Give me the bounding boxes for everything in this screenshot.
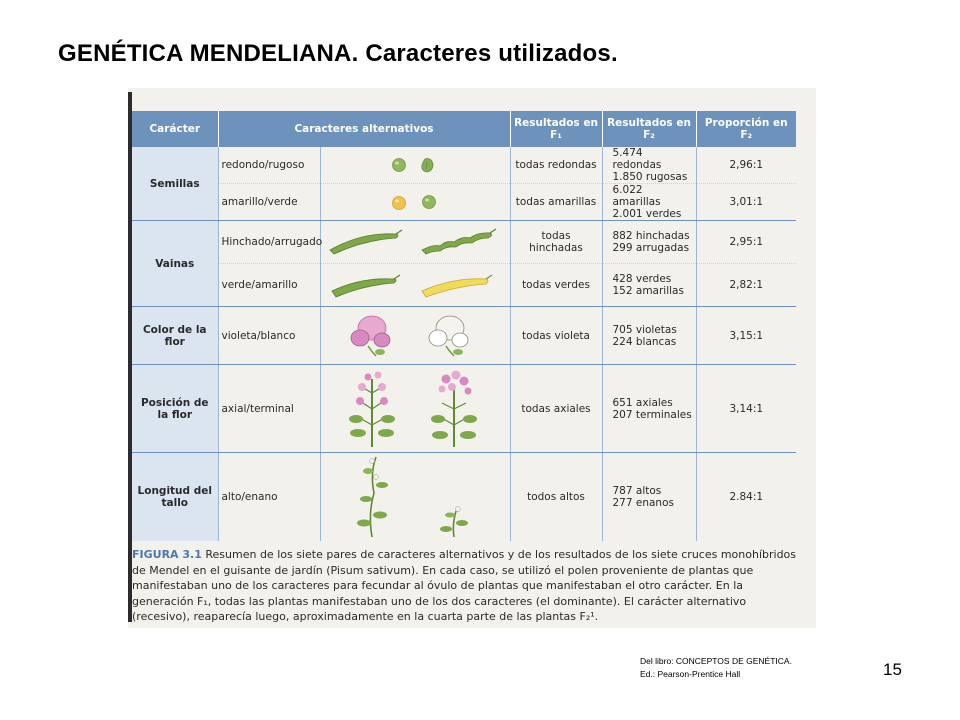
f1-result: todas violeta bbox=[510, 307, 602, 365]
f2-ratio: 3,14:1 bbox=[696, 365, 796, 453]
alt-traits: alto/enano bbox=[218, 453, 320, 541]
header-proporcion: Proporción en F₂ bbox=[696, 111, 796, 147]
f1-result: todas verdes bbox=[510, 264, 602, 307]
caption-label: FIGURA 3.1 bbox=[132, 548, 202, 561]
character-name: Longitud del tallo bbox=[132, 453, 218, 541]
f1-result: todas redondas bbox=[510, 147, 602, 184]
table-header-row bbox=[132, 111, 796, 147]
alt-traits: redondo/rugoso bbox=[218, 147, 320, 184]
table-row bbox=[132, 147, 796, 184]
stem-tall-dwarf-icon bbox=[320, 453, 510, 541]
f1-result: todas hinchadas bbox=[510, 221, 602, 264]
figure-caption bbox=[132, 547, 802, 625]
source-line-1: Del libro: CONCEPTOS DE GENÉTICA. bbox=[640, 656, 792, 666]
f2-result: 882 hinchadas 299 arrugadas bbox=[602, 221, 696, 264]
f2-ratio: 3,15:1 bbox=[696, 307, 796, 365]
mendel-characters-table bbox=[132, 111, 796, 541]
seed-yellow-green-icon bbox=[320, 184, 510, 221]
alt-traits: violeta/blanco bbox=[218, 307, 320, 365]
f2-ratio: 2,95:1 bbox=[696, 221, 796, 264]
flower-axial-terminal-icon bbox=[320, 365, 510, 453]
flower-violet-white-icon bbox=[320, 307, 510, 365]
header-alternativos: Caracteres alternativos bbox=[218, 111, 510, 147]
table-row bbox=[132, 221, 796, 264]
pod-inflated-constricted-icon bbox=[320, 221, 510, 264]
source-citation bbox=[640, 655, 792, 681]
header-f2: Resultados en F₂ bbox=[602, 111, 696, 147]
source-line-2: Ed.: Pearson-Prentice Hall bbox=[640, 669, 741, 679]
f2-ratio: 2,96:1 bbox=[696, 147, 796, 184]
f2-result: 428 verdes 152 amarillas bbox=[602, 264, 696, 307]
f2-result: 6.022 amarillas 2.001 verdes bbox=[602, 184, 696, 221]
alt-traits: axial/terminal bbox=[218, 365, 320, 453]
f1-result: todas axiales bbox=[510, 365, 602, 453]
table-row bbox=[132, 453, 796, 541]
f2-ratio: 2,82:1 bbox=[696, 264, 796, 307]
f1-result: todas amarillas bbox=[510, 184, 602, 221]
character-name: Posición de la flor bbox=[132, 365, 218, 453]
table-row bbox=[132, 184, 796, 221]
header-f1: Resultados en F₁ bbox=[510, 111, 602, 147]
f1-result: todos altos bbox=[510, 453, 602, 541]
caption-text: Resumen de los siete pares de caracteres alternativos y de los resultados de los siete cruces monohíbridos de Mendel en el guisante de jardín (Pisum sativum). En cada caso, se utilizó el polen proveniente de plantas que manifestaban uno de los caracteres para fecundar al óvulo de plantas que manifestaban el otro carácter. En la generación F₁, todas las plantas manifestaban uno de los dos caracteres (el dominante). El carácter alternativo (recesivo), reaparecía luego, aproximadamente en la cuarta parte de las plantas F₂¹. bbox=[132, 548, 797, 623]
table-row bbox=[132, 264, 796, 307]
seed-round-wrinkled-icon bbox=[320, 147, 510, 184]
alt-traits: amarillo/verde bbox=[218, 184, 320, 221]
character-name: Semillas bbox=[132, 147, 218, 221]
f2-result: 705 violetas 224 blancas bbox=[602, 307, 696, 365]
alt-traits: Hinchado/arrugado bbox=[218, 221, 320, 264]
page-number: 15 bbox=[883, 660, 902, 679]
alt-traits: verde/amarillo bbox=[218, 264, 320, 307]
character-name: Vainas bbox=[132, 221, 218, 307]
f2-ratio: 3,01:1 bbox=[696, 184, 796, 221]
page-title: GENÉTICA MENDELIANA. Caracteres utilizados. bbox=[58, 40, 618, 67]
table-row bbox=[132, 307, 796, 365]
f2-result: 787 altos 277 enanos bbox=[602, 453, 696, 541]
f2-result: 651 axiales 207 terminales bbox=[602, 365, 696, 453]
table-row bbox=[132, 365, 796, 453]
f2-ratio: 2.84:1 bbox=[729, 490, 764, 503]
f2-result: 5.474 redondas 1.850 rugosas bbox=[602, 147, 696, 184]
header-caracter: Carácter bbox=[132, 111, 218, 147]
pod-green-yellow-icon bbox=[320, 264, 510, 307]
character-name: Color de la flor bbox=[132, 307, 218, 365]
